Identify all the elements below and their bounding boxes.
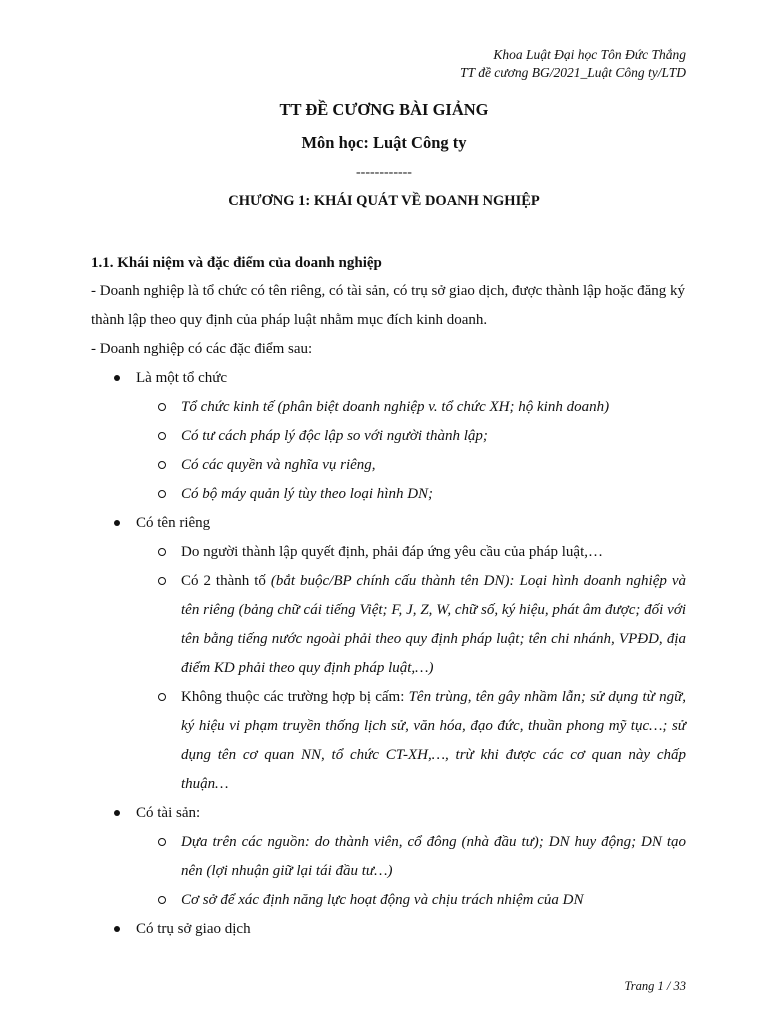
circle-marker-icon bbox=[158, 693, 166, 701]
circle-marker-icon bbox=[158, 577, 166, 585]
bullet-marker-icon bbox=[114, 375, 120, 381]
bullet-marker-icon bbox=[114, 520, 120, 526]
sub-item bbox=[136, 828, 686, 886]
sub-item-italic: Dựa trên các nguồn: do thành viên, cổ đông (nhà đầu tư); DN huy động; DN tạo nên (lợi nhuận giữ lại tái đầu tư…) bbox=[181, 834, 686, 879]
circle-marker-icon bbox=[158, 896, 166, 904]
definition-paragraph: - Doanh nghiệp là tổ chức có tên riêng, có tài sản, có trụ sở giao dịch, được thành lập hoặc đăng ký thành lập theo quy định của pháp luật nhằm mục đích kinh doanh. bbox=[91, 283, 686, 328]
sub-item-italic: Tên trùng, tên gây nhầm lẫn; sử dụng từ ngữ, ký hiệu vi phạm truyền thống lịch sử, văn hóa, đạo đức, thuần phong mỹ tục…; sử dụng tên cơ quan NN, tổ chức CT-XH,…, trừ khi được các cơ quan này chấp thuận… bbox=[181, 689, 686, 792]
sub-item-italic: Cơ sở để xác định năng lực hoạt động và chịu trách nhiệm của DN bbox=[181, 892, 584, 908]
sub-item bbox=[136, 480, 686, 509]
bullet-marker-icon bbox=[114, 810, 120, 816]
section-heading: 1.1. Khái niệm và đặc điểm của doanh nghiệp bbox=[91, 255, 382, 271]
sub-item bbox=[136, 567, 686, 683]
chapter-title: CHƯƠNG 1: KHÁI QUÁT VỀ DOANH NGHIỆP bbox=[228, 193, 540, 209]
circle-marker-icon bbox=[158, 838, 166, 846]
characteristics-list bbox=[91, 364, 686, 944]
sub-item-text: Không thuộc các trường hợp bị cấm: bbox=[181, 689, 409, 705]
bullet-item bbox=[91, 509, 686, 799]
sub-item-text: Do người thành lập quyết định, phải đáp ứng yêu cầu của pháp luật,… bbox=[181, 544, 604, 560]
page-number: Trang 1 / 33 bbox=[624, 979, 686, 993]
sub-item bbox=[136, 393, 686, 422]
sub-list bbox=[136, 393, 686, 509]
sub-item bbox=[136, 886, 686, 915]
sub-list bbox=[136, 828, 686, 915]
sub-item bbox=[136, 451, 686, 480]
bullet-item bbox=[91, 915, 686, 944]
header-faculty: Khoa Luật Đại học Tôn Đức Thắng bbox=[493, 47, 686, 62]
document-title: TT ĐỀ CƯƠNG BÀI GIẢNG bbox=[279, 100, 489, 119]
circle-marker-icon bbox=[158, 403, 166, 411]
bullet-label: Có tên riêng bbox=[136, 515, 211, 531]
title-divider: ------------ bbox=[356, 165, 412, 180]
bullet-item bbox=[91, 799, 686, 915]
header-doc-ref: TT đề cương BG/2021_Luật Công ty/LTD bbox=[460, 65, 686, 80]
characteristics-intro: - Doanh nghiệp có các đặc điểm sau: bbox=[91, 341, 313, 357]
sub-item-italic: Có các quyền và nghĩa vụ riêng, bbox=[181, 457, 376, 473]
sub-item-italic: (bắt buộc/BP chính cấu thành tên DN): Loại hình doanh nghiệp và tên riêng (bảng chữ cái tiếng Việt; F, J, Z, W, chữ số, ký hiệu, phát âm được; đối với tên bằng tiếng nước ngoài phải theo quy định pháp luật; tên chi nhánh, VPĐD, địa điểm KD phải theo quy định pháp luật,…) bbox=[181, 573, 687, 676]
sub-item bbox=[136, 683, 686, 799]
bullet-label: Là một tổ chức bbox=[136, 370, 228, 386]
circle-marker-icon bbox=[158, 461, 166, 469]
bullet-label: Có tài sản: bbox=[136, 805, 201, 821]
circle-marker-icon bbox=[158, 548, 166, 556]
sub-item-italic: Có bộ máy quản lý tùy theo loại hình DN; bbox=[181, 486, 434, 502]
bullet-label: Có trụ sở giao dịch bbox=[136, 921, 251, 937]
sub-list bbox=[136, 538, 686, 799]
sub-item bbox=[136, 538, 686, 567]
bullet-item bbox=[91, 364, 686, 509]
sub-item-text: Có 2 thành tố bbox=[181, 573, 271, 589]
circle-marker-icon bbox=[158, 490, 166, 498]
sub-item-italic: Có tư cách pháp lý độc lập so với người thành lập; bbox=[181, 428, 488, 444]
bullet-marker-icon bbox=[114, 926, 120, 932]
document-body bbox=[91, 249, 686, 944]
circle-marker-icon bbox=[158, 432, 166, 440]
subject-title: Môn học: Luật Công ty bbox=[301, 133, 467, 152]
sub-item-italic: Tổ chức kinh tế (phân biệt doanh nghiệp v. tổ chức XH; hộ kinh doanh) bbox=[181, 399, 610, 415]
title-block bbox=[0, 97, 768, 213]
sub-item bbox=[136, 422, 686, 451]
page-header bbox=[460, 46, 686, 82]
